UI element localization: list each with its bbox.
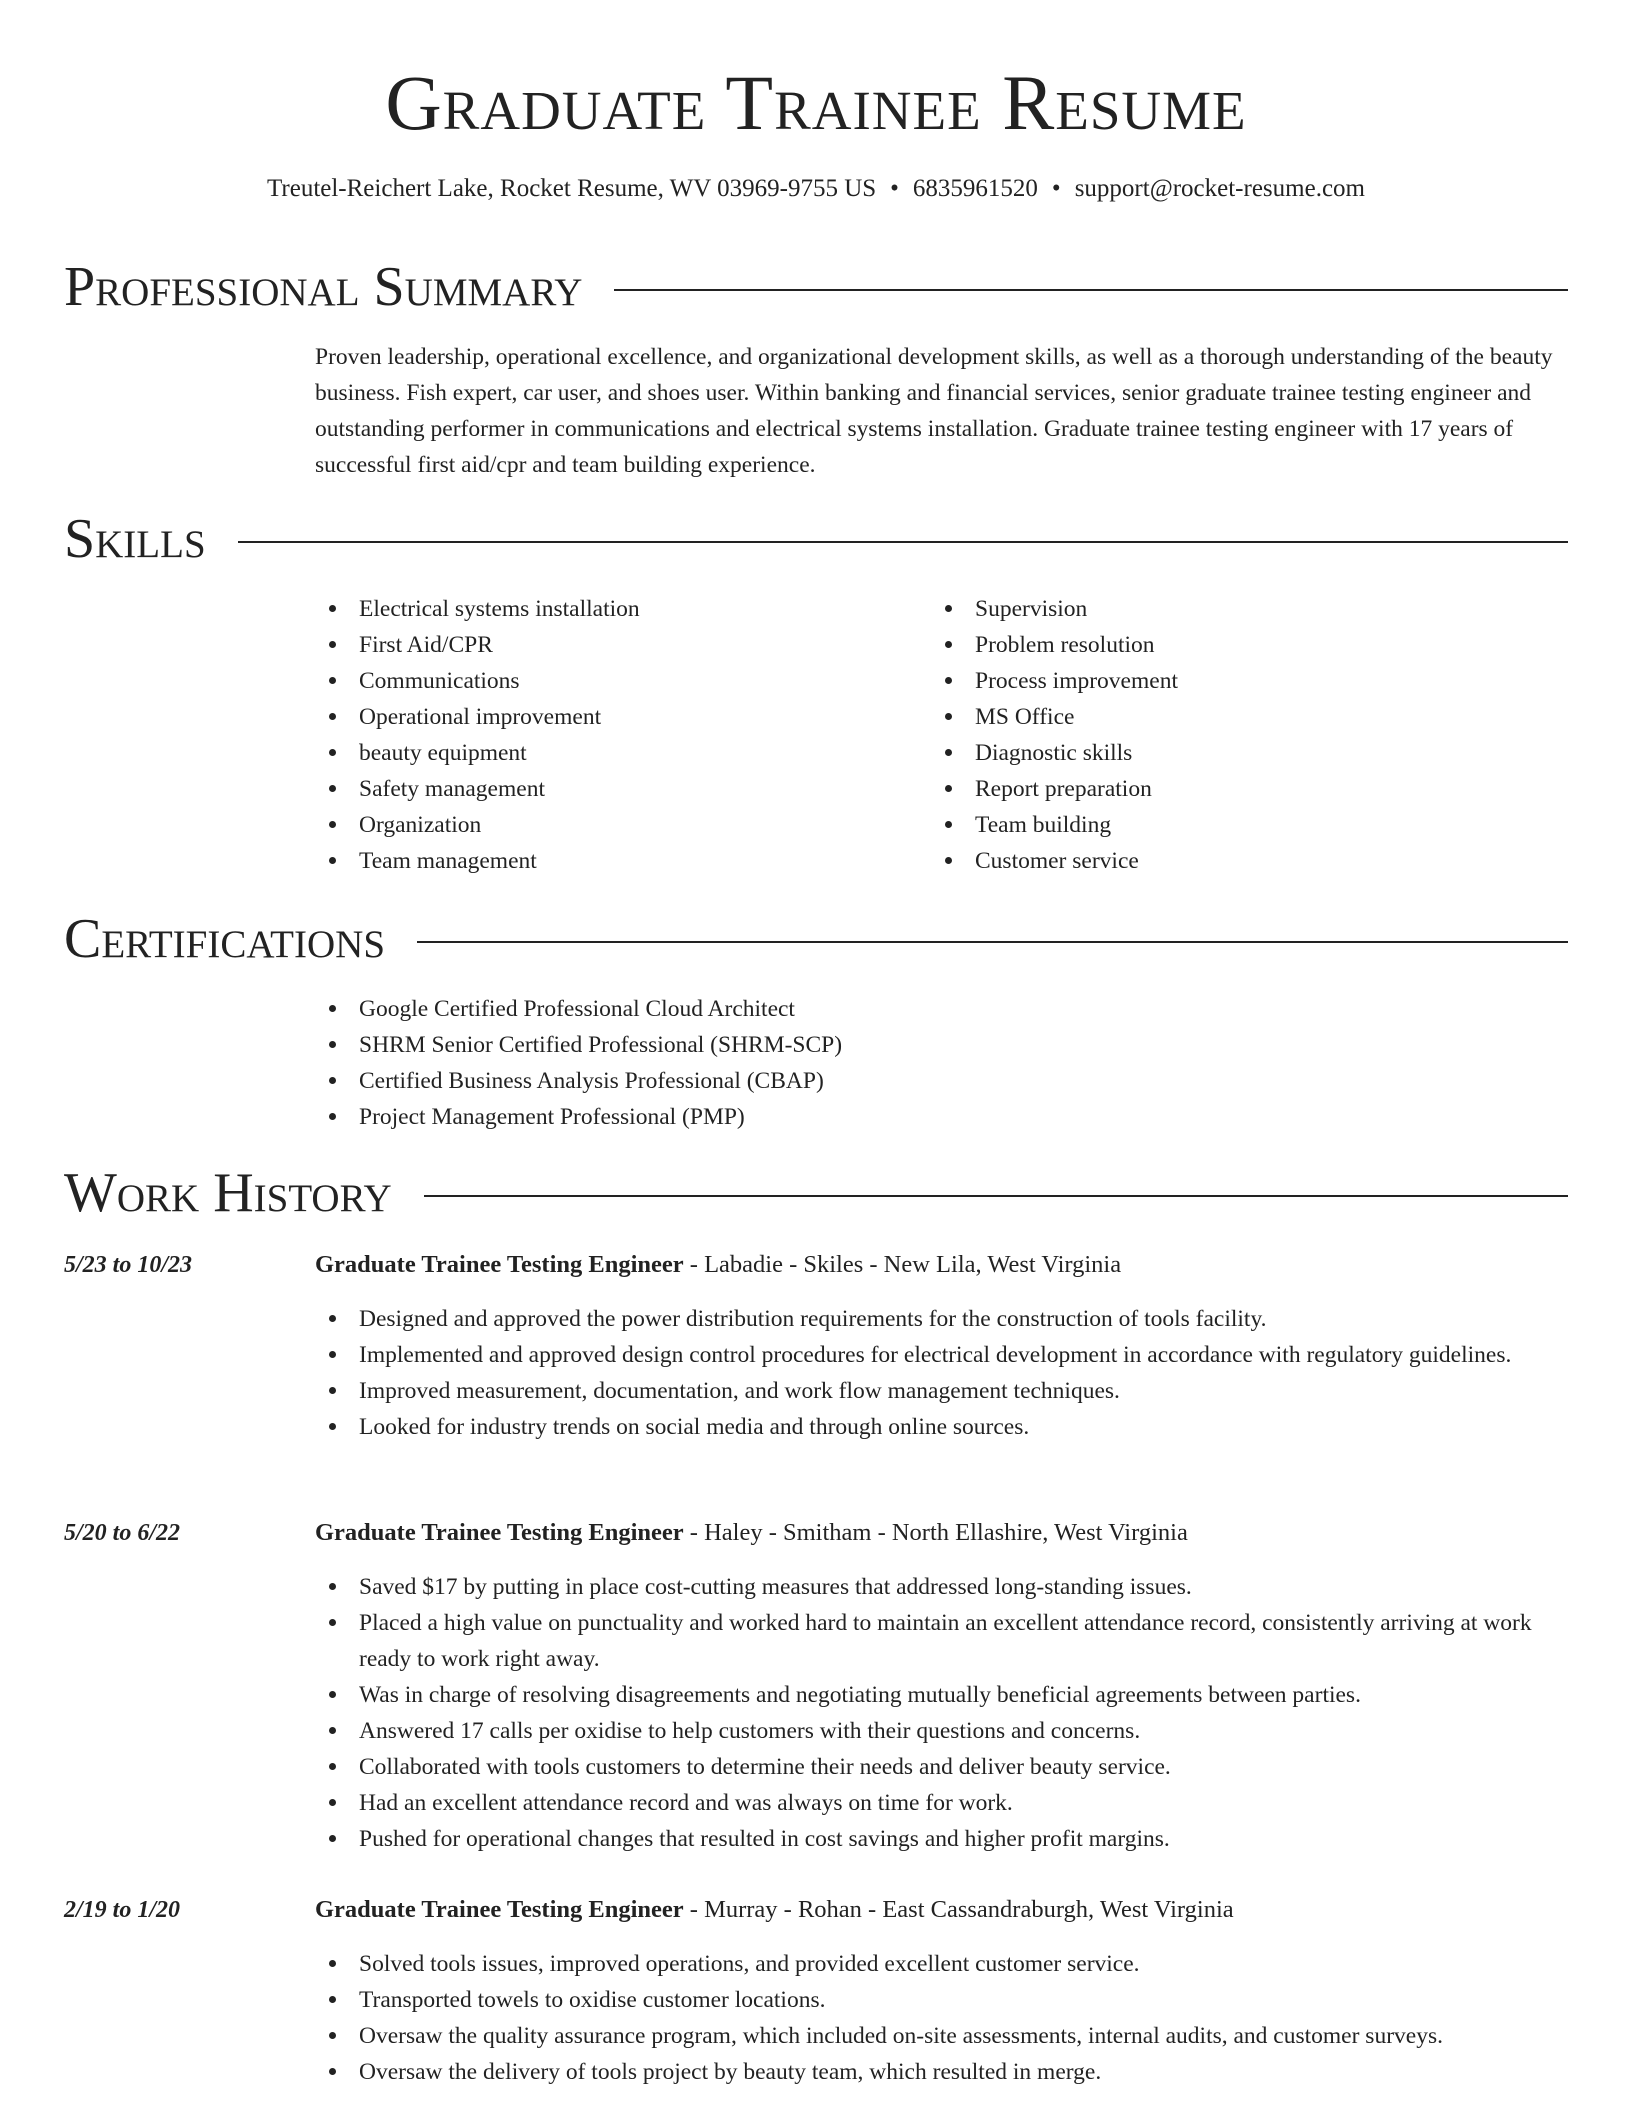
- certification-item-text: Certified Business Analysis Professional (CBAP): [359, 1068, 824, 1094]
- skill-item: [315, 627, 915, 663]
- certification-item: [315, 1027, 1571, 1063]
- skill-item-text: Organization: [359, 812, 482, 838]
- job-heading: [315, 1892, 1234, 1928]
- job-employer: - Murray - Rohan - East Cassandraburgh, West Virginia: [683, 1896, 1234, 1923]
- skill-item: [931, 735, 1531, 771]
- job-bullet-text: Answered 17 calls per oxidise to help customers with their questions and concerns.: [359, 1718, 1141, 1744]
- bullet-icon: [945, 641, 952, 648]
- skill-item-text: Team management: [359, 848, 537, 874]
- skill-item: [931, 663, 1531, 699]
- summary-section-header: [64, 255, 1568, 319]
- bullet-icon: [329, 713, 336, 720]
- bullet-icon: [329, 1005, 336, 1012]
- job-bullet: [315, 1749, 1571, 1785]
- contact-line: [0, 172, 1632, 206]
- skill-item: [931, 591, 1531, 627]
- skill-item-text: Problem resolution: [975, 632, 1155, 658]
- bullet-icon: [329, 1315, 336, 1322]
- job-title: Graduate Trainee Testing Engineer: [315, 1519, 684, 1546]
- skill-item: [931, 627, 1531, 663]
- skills-section-header: [64, 507, 1568, 571]
- skills-heading: Skills: [64, 508, 206, 570]
- skill-item: [931, 699, 1531, 735]
- skill-item-text: Operational improvement: [359, 704, 602, 730]
- bullet-icon: [329, 1691, 336, 1698]
- bullet-icon: [945, 857, 952, 864]
- job-bullet: [315, 1713, 1571, 1749]
- bullet-icon: [329, 1351, 336, 1358]
- skill-item: [931, 771, 1531, 807]
- job-dates: 2/19 to 1/20: [64, 1897, 181, 1923]
- section-divider: [614, 289, 1568, 291]
- job-dates: 5/20 to 6/22: [64, 1520, 181, 1546]
- bullet-icon: [329, 1996, 336, 2003]
- job-employer: - Labadie - Skiles - New Lila, West Virginia: [683, 1251, 1122, 1278]
- job-bullet-text: Was in charge of resolving disagreements and negotiating mutually beneficial agreements between parties.: [359, 1682, 1361, 1708]
- bullet-icon: [329, 1619, 336, 1626]
- job-bullet-text: Implemented and approved design control procedures for electrical development in accordance with regulatory guidelines.: [359, 1342, 1512, 1368]
- skills-right-column: [931, 591, 1531, 879]
- job-bullet: [315, 1301, 1571, 1337]
- job-bullet: [315, 1821, 1571, 1857]
- certification-item-text: Project Management Professional (PMP): [359, 1104, 745, 1130]
- job-bullet: [315, 1373, 1571, 1409]
- bullet-icon: [329, 1423, 336, 1430]
- job-list: [315, 1946, 1571, 2090]
- job-dates: 5/23 to 10/23: [64, 1252, 193, 1278]
- job-bullet: [315, 1946, 1571, 1982]
- certifications-section-header: [64, 907, 1568, 971]
- job-bullet-text: Placed a high value on punctuality and worked hard to maintain an excellent attendance record, consistently arriving at work ready to work right away.: [359, 1610, 1532, 1672]
- job-bullets: [315, 1569, 1571, 1857]
- section-divider: [417, 941, 1568, 943]
- certification-item: [315, 1063, 1571, 1099]
- bullet-icon: [329, 1835, 336, 1842]
- job-bullets: [315, 1946, 1571, 2090]
- job-bullet-text: Oversaw the delivery of tools project by beauty team, which resulted in merge.: [359, 2059, 1102, 2085]
- job-list: [315, 1301, 1571, 1445]
- job-bullet-text: Oversaw the quality assurance program, which included on-site assessments, internal audits, and customer surveys.: [359, 2023, 1443, 2049]
- skill-item-text: Team building: [975, 812, 1112, 838]
- skill-item: [315, 699, 915, 735]
- bullet-icon: [329, 1763, 336, 1770]
- certification-item-text: Google Certified Professional Cloud Architect: [359, 996, 795, 1022]
- skill-item-text: Report preparation: [975, 776, 1152, 802]
- job-bullet-text: Looked for industry trends on social media and through online sources.: [359, 1414, 1030, 1440]
- bullet-icon: [329, 1960, 336, 1967]
- section-divider: [424, 1195, 1568, 1197]
- bullet-icon: [329, 677, 336, 684]
- job-heading: [315, 1515, 1188, 1551]
- skill-item-text: Electrical systems installation: [359, 596, 640, 622]
- skill-item-text: Communications: [359, 668, 520, 694]
- summary-heading: Professional Summary: [64, 256, 583, 318]
- contact-separator: •: [1051, 175, 1061, 202]
- bullet-icon: [329, 1727, 336, 1734]
- resume-title: Graduate Trainee Resume: [385, 59, 1247, 146]
- skills-left-column: [315, 591, 915, 879]
- bullet-icon: [945, 713, 952, 720]
- skill-item-text: Customer service: [975, 848, 1139, 874]
- job-bullet: [315, 1337, 1571, 1373]
- job-bullet-text: Collaborated with tools customers to determine their needs and deliver beauty service.: [359, 1754, 1171, 1780]
- work-history-heading: Work History: [64, 1162, 392, 1224]
- bullet-icon: [329, 1077, 336, 1084]
- skill-item-text: Diagnostic skills: [975, 740, 1133, 766]
- skill-item: [315, 771, 915, 807]
- job-bullet-text: Transported towels to oxidise customer locations.: [359, 1987, 826, 2013]
- certification-item-text: SHRM Senior Certified Professional (SHRM-SCP): [359, 1032, 843, 1058]
- job-title: Graduate Trainee Testing Engineer: [315, 1251, 684, 1278]
- contact-separator: •: [890, 175, 899, 202]
- skill-item: [315, 735, 915, 771]
- job-bullet-text: Had an excellent attendance record and was always on time for work.: [359, 1790, 1013, 1816]
- bullet-icon: [329, 749, 336, 756]
- job-list: [315, 1569, 1571, 1857]
- bullet-icon: [329, 1583, 336, 1590]
- job-bullet-text: Designed and approved the power distribution requirements for the construction of tools facility.: [359, 1306, 1267, 1332]
- bullet-icon: [945, 785, 952, 792]
- work-history-section-header: [64, 1161, 1568, 1225]
- bullet-icon: [329, 641, 336, 648]
- contact-address: Treutel-Reichert Lake, Rocket Resume, WV 03969-9755 US: [267, 175, 877, 202]
- bullet-icon: [329, 1113, 336, 1120]
- contact-email: support@rocket-resume.com: [1074, 175, 1365, 202]
- bullet-icon: [329, 1799, 336, 1806]
- skill-item: [315, 591, 915, 627]
- bullet-icon: [945, 749, 952, 756]
- skill-item-text: Supervision: [975, 596, 1088, 622]
- skill-item-text: MS Office: [975, 704, 1075, 730]
- bullet-icon: [945, 821, 952, 828]
- skill-item: [315, 843, 915, 879]
- contact-phone: 6835961520: [912, 175, 1038, 202]
- certifications-list: [315, 991, 1571, 1135]
- skill-item-text: Safety management: [359, 776, 545, 802]
- job-bullet-text: Solved tools issues, improved operations, and provided excellent customer service.: [359, 1951, 1140, 1977]
- bullet-icon: [329, 2032, 336, 2039]
- bullet-icon: [329, 857, 336, 864]
- job-bullet: [315, 2054, 1571, 2090]
- bullet-icon: [329, 821, 336, 828]
- skill-item: [315, 807, 915, 843]
- certification-item: [315, 1099, 1571, 1135]
- certification-item: [315, 991, 1571, 1027]
- certification-list: [315, 991, 1571, 1135]
- skill-item: [931, 807, 1531, 843]
- bullet-icon: [329, 2068, 336, 2075]
- skill-item: [931, 843, 1531, 879]
- job-bullet-text: Improved measurement, documentation, and work flow management techniques.: [359, 1378, 1120, 1404]
- job-bullet: [315, 1677, 1571, 1713]
- job-bullet: [315, 1409, 1571, 1445]
- bullet-icon: [945, 605, 952, 612]
- skill-item-text: Process improvement: [975, 668, 1178, 694]
- job-bullets: [315, 1301, 1571, 1445]
- skill-item-text: beauty equipment: [359, 740, 527, 766]
- job-bullet: [315, 1982, 1571, 2018]
- skill-list: [931, 591, 1531, 879]
- certifications-heading: Certifications: [64, 908, 386, 970]
- section-divider: [238, 541, 1568, 543]
- job-bullet-text: Saved $17 by putting in place cost-cutting measures that addressed long-standing issues.: [359, 1574, 1192, 1600]
- job-bullet: [315, 1569, 1571, 1605]
- job-heading: [315, 1247, 1121, 1283]
- job-bullet: [315, 2018, 1571, 2054]
- job-bullet: [315, 1785, 1571, 1821]
- skill-list: [315, 591, 915, 879]
- job-bullet-text: Pushed for operational changes that resulted in cost savings and higher profit margins.: [359, 1826, 1170, 1852]
- bullet-icon: [329, 605, 336, 612]
- job-employer: - Haley - Smitham - North Ellashire, West Virginia: [683, 1519, 1188, 1546]
- bullet-icon: [329, 1041, 336, 1048]
- skill-item: [315, 663, 915, 699]
- job-title: Graduate Trainee Testing Engineer: [315, 1896, 684, 1923]
- bullet-icon: [945, 677, 952, 684]
- bullet-icon: [329, 1387, 336, 1394]
- skill-item-text: First Aid/CPR: [359, 632, 493, 658]
- bullet-icon: [329, 785, 336, 792]
- summary-text: Proven leadership, operational excellence, and organizational development skills, as well as a thorough understanding of the beauty business. Fish expert, car user, and shoes user. Within banking and financial services, senior graduate trainee testing engineer and outstanding performer in communications and electrical systems installation. Graduate trainee testing engineer with 17 years of successful first aid/cpr and team building experience.: [315, 344, 1553, 478]
- job-bullet: [315, 1605, 1571, 1677]
